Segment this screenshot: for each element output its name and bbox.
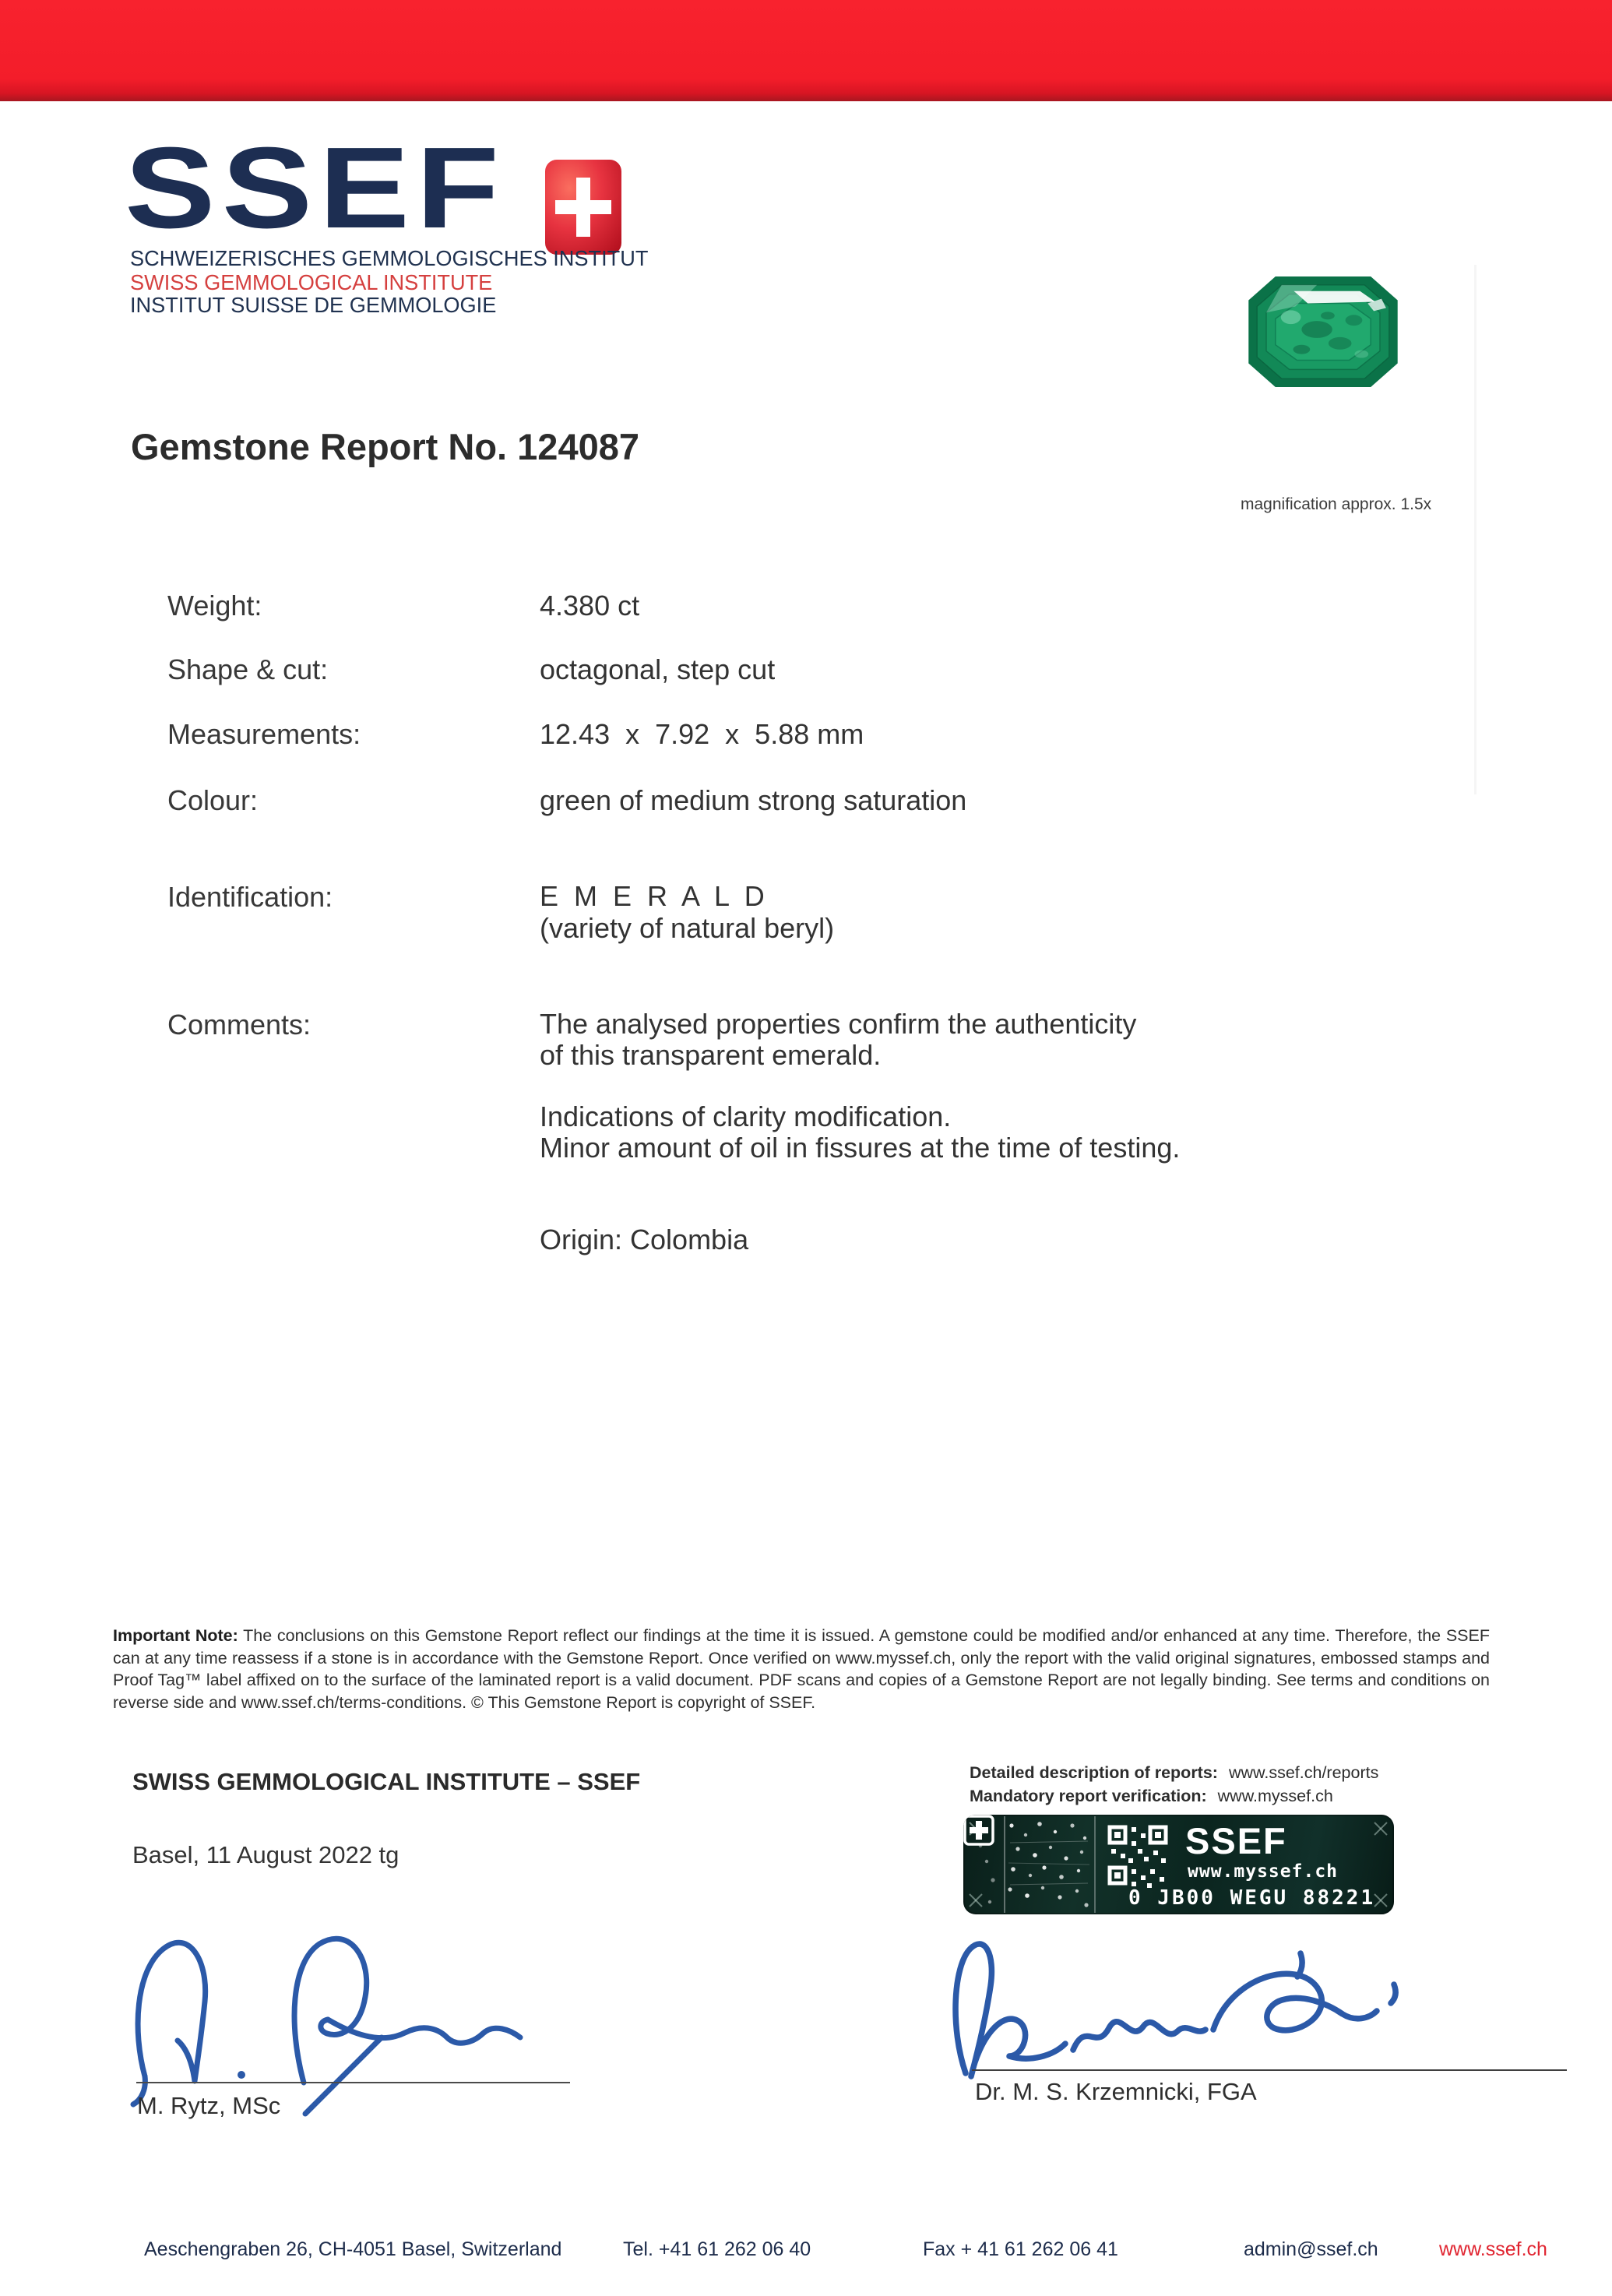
- sticker-cross-icon: [963, 1815, 994, 1846]
- field-label-shape: Shape & cut:: [167, 653, 329, 685]
- sticker-brand: SSEF: [1185, 1820, 1287, 1861]
- ssef-wordmark: SSEF: [125, 124, 506, 252]
- tagline-english: SWISS GEMMOLOGICAL INSTITUTE: [130, 270, 493, 294]
- issue-date-line: Basel, 11 August 2022 tg: [132, 1841, 399, 1868]
- photo-caption: magnification approx. 1.5x: [1241, 495, 1432, 513]
- field-label-comments: Comments:: [167, 1009, 311, 1041]
- security-sticker: [963, 1815, 1394, 1914]
- footer-website: www.ssef.ch: [1439, 2238, 1547, 2260]
- field-label-colour: Colour:: [167, 784, 259, 816]
- comments-line-1: The analysed properties confirm the authenticity: [540, 1008, 1137, 1040]
- signature-line-right: [972, 2069, 1567, 2071]
- comments-line-3: Indications of clarity modification.: [540, 1100, 952, 1132]
- verification-row-description: [970, 1763, 1378, 1783]
- field-label-measurements: Measurements:: [167, 718, 361, 750]
- red-header-band: [0, 0, 1612, 101]
- swiss-cross-icon: [545, 160, 621, 255]
- field-value-identification-variety: (variety of natural beryl): [540, 912, 835, 944]
- field-value-colour: green of medium strong saturation: [540, 784, 967, 816]
- sticker-serial-code: 0 JB00 WEGU 88221: [1128, 1886, 1376, 1910]
- verification-row1-url: www.ssef.ch/reports: [1228, 1763, 1379, 1782]
- report-title: Gemstone Report No. 124087: [131, 426, 639, 467]
- origin-line: Origin: Colombia: [540, 1224, 749, 1255]
- signatory-right-name: Dr. M. S. Krzemnicki, FGA: [975, 2078, 1257, 2105]
- field-value-identification: E M E R A L D: [540, 880, 769, 912]
- verification-row2-url: www.myssef.ch: [1217, 1787, 1333, 1805]
- comments-line-4: Minor amount of oil in fissures at the time of testing.: [540, 1132, 1181, 1164]
- footer-telephone: Tel. +41 61 262 06 40: [623, 2238, 811, 2260]
- field-label-identification: Identification:: [167, 881, 333, 913]
- footer-fax: Fax + 41 61 262 06 41: [923, 2238, 1118, 2260]
- scan-artifact-edge: [1474, 265, 1476, 794]
- important-note-label: Important Note:: [113, 1626, 238, 1645]
- verification-row1-label: Detailed description of reports:: [970, 1763, 1218, 1782]
- field-label-weight: Weight:: [167, 590, 262, 622]
- signature-line-left: [136, 2082, 570, 2083]
- footer-email: admin@ssef.ch: [1244, 2238, 1378, 2260]
- qr-code-icon: [1110, 1827, 1166, 1888]
- tagline-german: SCHWEIZERISCHES GEMMOLOGISCHES INSTITUT: [130, 246, 649, 270]
- comments-line-2: of this transparent emerald.: [540, 1039, 882, 1071]
- tagline-french: INSTITUT SUISSE DE GEMMOLOGIE: [130, 293, 497, 317]
- signature-left-ink: [123, 1914, 575, 2117]
- signatory-left-name: M. Rytz, MSc: [137, 2092, 281, 2119]
- issuer-name: SWISS GEMMOLOGICAL INSTITUTE – SSEF: [132, 1768, 641, 1795]
- verification-row-mandatory: [970, 1787, 1333, 1806]
- gemstone-photo: [1246, 274, 1400, 389]
- important-note: [113, 1625, 1490, 1713]
- important-note-text: The conclusions on this Gemstone Report reflect our findings at the time it is issued. A gemstone could be modified and/or enhanced at any time. Therefore, the SSEF can at any time reassess if a stone is in accordance with the Gemstone Report. Once verified on www.myssef.ch, only the report with the valid original signatures, embossed stamps and Proof Tag™ label affixed on to the surface of the laminated report is a valid document. PDF scans and copies of a Gemstone Report are not legally binding. See terms and conditions on reverse side and www.ssef.ch/terms-conditions. © This Gemstone Report is copyright of SSEF.: [113, 1626, 1490, 1712]
- field-value-measurements: 12.43 x 7.92 x 5.88 mm: [540, 718, 864, 750]
- field-value-shape: octagonal, step cut: [540, 653, 776, 685]
- verification-row2-label: Mandatory report verification:: [970, 1787, 1207, 1805]
- footer-address: Aeschengraben 26, CH-4051 Basel, Switzerland: [144, 2238, 562, 2260]
- sticker-url: www.myssef.ch: [1188, 1861, 1339, 1882]
- field-value-weight: 4.380 ct: [540, 590, 640, 622]
